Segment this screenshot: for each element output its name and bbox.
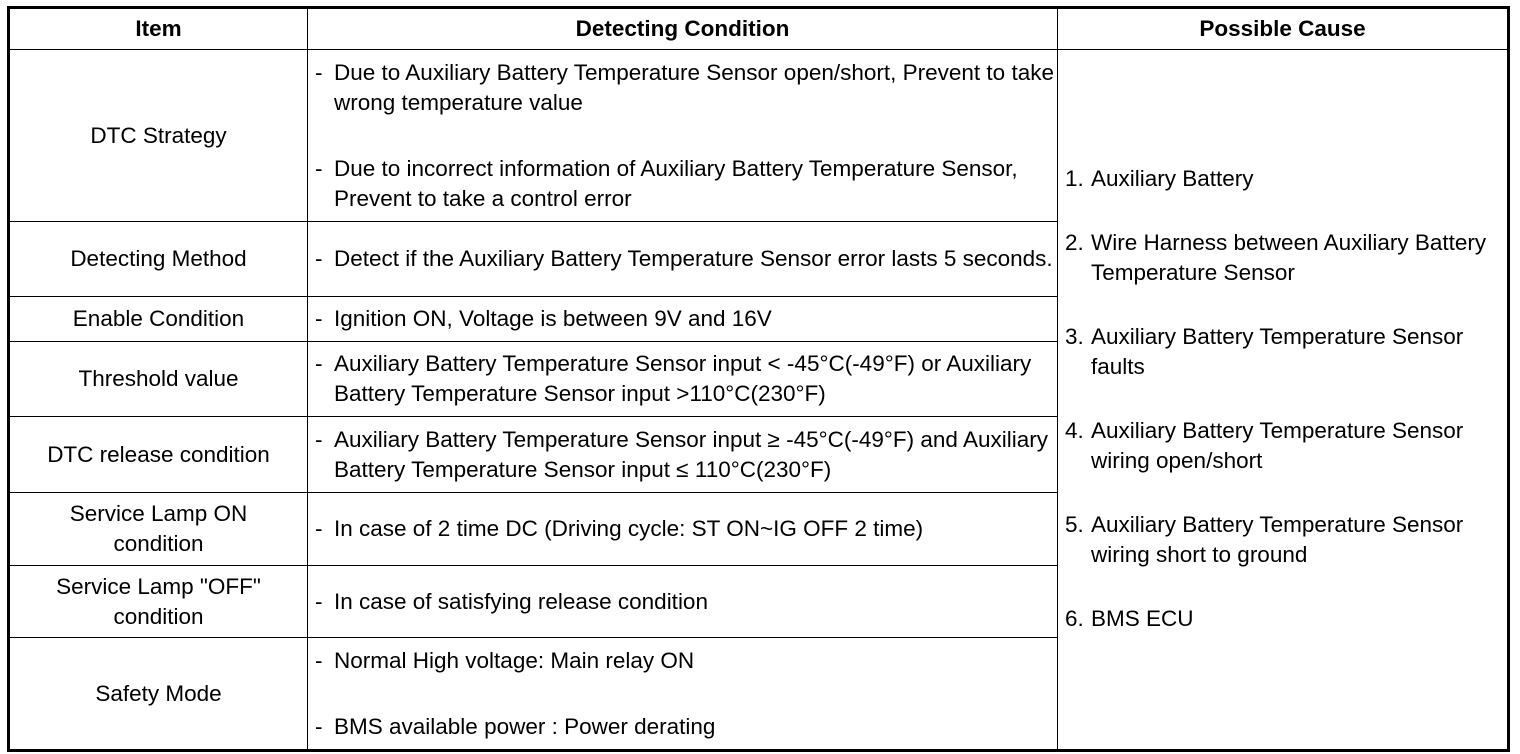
cause-number: 5. [1065, 512, 1084, 537]
item-dtc-release-condition: DTC release condition [9, 417, 308, 493]
condition-enable-condition [308, 297, 1058, 342]
item-line: Service Lamp ON [69, 501, 248, 526]
table-row [9, 50, 1509, 222]
cause-item [1065, 604, 1507, 634]
item-dtc-strategy: DTC Strategy [9, 50, 308, 222]
condition-service-lamp-on [308, 493, 1058, 566]
header-row [9, 8, 1509, 50]
possible-cause-list [1065, 50, 1507, 634]
condition-dtc-strategy [308, 50, 1058, 222]
dash-mark: - [315, 155, 323, 181]
item-safety-mode: Safety Mode [9, 638, 308, 751]
dash-mark: - [315, 588, 323, 614]
condition-text: Auxiliary Battery Temperature Sensor input < -45°C(-49°F) or Auxiliary Battery Temperature Sensor input >110°C(230°F) [334, 351, 1032, 406]
cause-number: 1. [1065, 166, 1084, 191]
cause-number: 3. [1065, 324, 1084, 349]
condition-text: Normal High voltage: Main relay ON [334, 647, 695, 673]
condition-text: BMS available power : Power derating [334, 713, 716, 739]
dash-mark: - [315, 306, 323, 331]
item-line: Service Lamp "OFF" [56, 573, 261, 599]
condition-bullet [315, 154, 1057, 214]
dash-mark: - [315, 351, 323, 376]
condition-text: Detect if the Auxiliary Battery Temperature Sensor error lasts 5 seconds. [334, 246, 1053, 271]
cause-number: 4. [1065, 418, 1084, 443]
condition-bullet [315, 514, 1057, 544]
condition-threshold-value [308, 342, 1058, 417]
condition-text: Ignition ON, Voltage is between 9V and 16V [334, 306, 772, 331]
condition-text: In case of 2 time DC (Driving cycle: ST ON~IG OFF 2 time) [334, 516, 924, 541]
condition-bullet [315, 304, 1057, 334]
condition-safety-mode [308, 638, 1058, 751]
cause-item [1065, 164, 1507, 194]
item-threshold-value: Threshold value [9, 342, 308, 417]
cause-number: 2. [1065, 230, 1084, 255]
condition-service-lamp-off [308, 566, 1058, 638]
item-detecting-method: Detecting Method [9, 222, 308, 297]
header-item: Item [9, 8, 308, 50]
condition-bullet [315, 349, 1057, 409]
condition-bullet [315, 425, 1057, 485]
dash-mark: - [315, 246, 323, 271]
item-service-lamp-off-condition [9, 566, 308, 638]
cause-text: Auxiliary Battery Temperature Sensor wiring open/short [1091, 418, 1464, 473]
cause-number: 6. [1065, 606, 1084, 631]
possible-cause-cell [1058, 50, 1509, 751]
dash-mark: - [315, 647, 323, 673]
cause-item [1065, 322, 1507, 382]
dash-mark: - [315, 59, 323, 85]
condition-bullet [315, 712, 1057, 742]
condition-text: Due to incorrect information of Auxiliary Battery Temperature Sensor, Prevent to take a control error [334, 155, 1018, 211]
dash-mark: - [315, 713, 323, 739]
cause-text: Auxiliary Battery Temperature Sensor faults [1091, 324, 1464, 379]
header-possible-cause: Possible Cause [1058, 8, 1509, 50]
cause-item [1065, 416, 1507, 476]
item-enable-condition: Enable Condition [9, 297, 308, 342]
item-line: condition [113, 603, 204, 629]
condition-text: Auxiliary Battery Temperature Sensor input ≥ -45°C(-49°F) and Auxiliary Battery Temperature Sensor input ≤ 110°C(230°F) [334, 426, 1048, 482]
condition-text: In case of satisfying release condition [334, 588, 708, 614]
dtc-spec-table [7, 6, 1510, 752]
item-line: condition [113, 531, 204, 556]
condition-bullet [315, 587, 1057, 617]
condition-detecting-method [308, 222, 1058, 297]
condition-bullet [315, 646, 1057, 676]
dash-mark: - [315, 426, 323, 452]
cause-text: BMS ECU [1091, 606, 1194, 631]
condition-bullet [315, 244, 1057, 274]
cause-text: Wire Harness between Auxiliary Battery Temperature Sensor [1091, 230, 1487, 285]
cause-text: Auxiliary Battery Temperature Sensor wiring short to ground [1091, 512, 1464, 567]
header-detecting-condition: Detecting Condition [308, 8, 1058, 50]
cause-text: Auxiliary Battery [1091, 166, 1254, 191]
cause-item [1065, 510, 1507, 570]
cause-item [1065, 228, 1507, 288]
item-service-lamp-on-condition [9, 493, 308, 566]
dash-mark: - [315, 516, 323, 541]
condition-text: Due to Auxiliary Battery Temperature Sensor open/short, Prevent to take wrong temperature value [334, 59, 1054, 115]
condition-bullet [315, 58, 1057, 118]
condition-dtc-release-condition [308, 417, 1058, 493]
